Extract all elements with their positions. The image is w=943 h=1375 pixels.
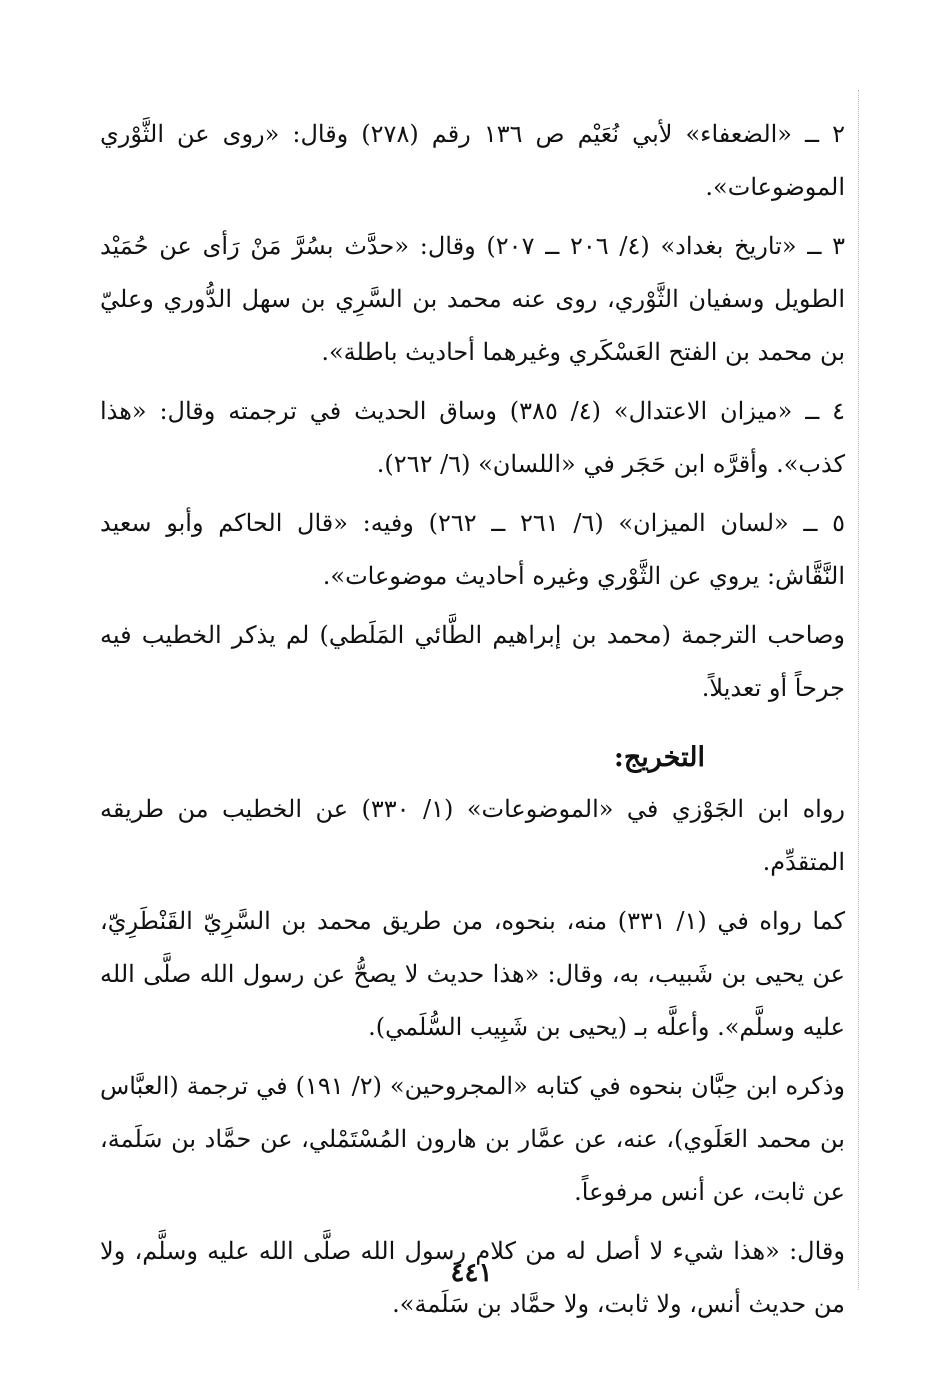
margin-rule [858, 90, 859, 1290]
page-body [100, 108, 845, 1337]
section-heading-takhrij: التخريج: [613, 742, 705, 773]
narrator-note: وصاحب الترجمة (محمد بن إبراهيم الطَّائي المَلَطي) لم يذكر الخطيب فيه جرحاً أو تعديلاً. [100, 621, 845, 702]
takhrij-paragraph-1: رواه ابن الجَوْزي في «الموضوعات» (١/ ٣٣٠) عن الخطيب من طريقه المتقدِّم. [100, 795, 846, 876]
takhrij-paragraph-2: كما رواه في (١/ ٣٣١) منه، بنحوه، من طريق محمد بن السَّرِيّ القَنْطَرِيّ، عن يحيى بن شَبيب، به، وقال: «هذا حديث لا يصحُّ عن رسول الله صلَّى الله عليه وسلَّم». وأعلَّه بـ (يحيى بن شَبِيب السُّلَمي). [100, 907, 846, 1041]
footnote-item-2: ٢ ــ «الضعفاء» لأبي نُعَيْم ص ١٣٦ رقم (٢٧٨) وقال: «روى عن الثَّوْري الموضوعات». [100, 120, 846, 201]
page-number: ٤٤١ [450, 1258, 493, 1288]
takhrij-paragraph-4: وقال: «هذا شيء لا أصل له من كلام رسول الله صلَّى الله عليه وسلَّم، ولا من حديث أنس، ولا ثابت، ولا حمَّاد بن سَلَمة». [100, 1237, 845, 1318]
takhrij-paragraph-3: وذكره ابن حِبَّان بنحوه في كتابه «المجروحين» (٢/ ١٩١) في ترجمة (العبَّاس بن محمد العَلَوي)، عنه، عن عمَّار بن هارون المُسْتَمْلي، عن حمَّاد بن سَلَمة، عن ثابت، عن أنس مرفوعاً. [100, 1072, 846, 1206]
footnote-item-3: ٣ ــ «تاريخ بغداد» (٤/ ٢٠٦ ــ ٢٠٧) وقال: «حدَّث بسُرَّ مَنْ رَأى عن حُمَيْد الطويل وسفيان الثَّوْري، روى عنه محمد بن السَّرِي بن سهل الدُّوري وعليّ بن محمد بن الفتح العَسْكَري وغيرهما أحاديث باطلة». [100, 232, 845, 366]
footnote-item-4: ٤ ــ «ميزان الاعتدال» (٤/ ٣٨٥) وساق الحديث في ترجمته وقال: «هذا كذب». وأقرَّه ابن حَجَر في «اللسان» (٦/ ٢٦٢). [100, 397, 846, 478]
footnote-item-5: ٥ ــ «لسان الميزان» (٦/ ٢٦١ ــ ٢٦٢) وفيه: «قال الحاكم وأبو سعيد النَّقَّاش: يروي عن الثَّوْري وغيره أحاديث موضوعات». [100, 509, 846, 590]
